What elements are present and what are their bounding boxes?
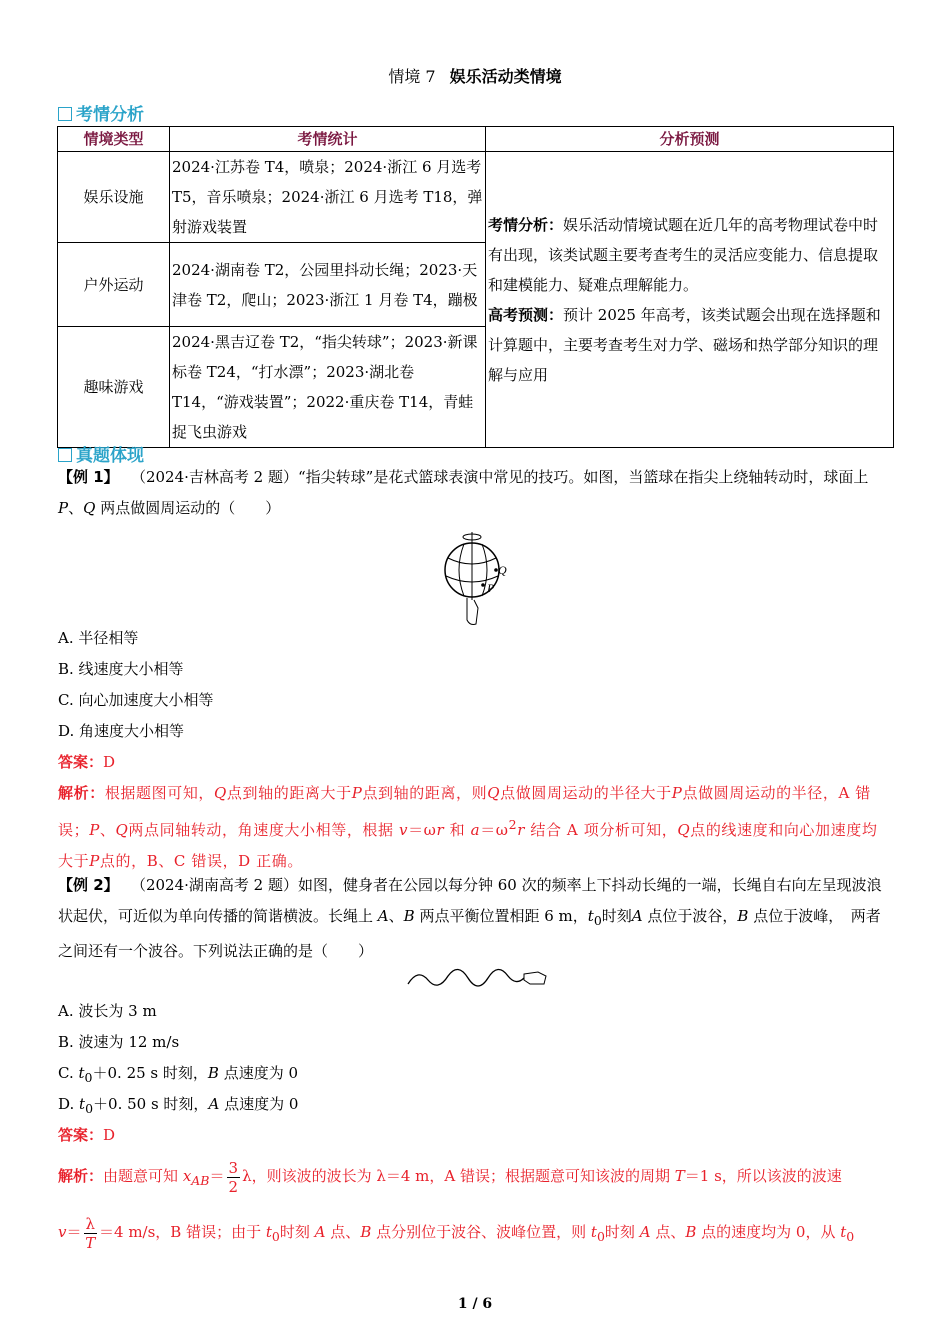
scenario-number: 情境 7 bbox=[388, 67, 436, 86]
section-heading-text: 考情分析 bbox=[76, 105, 144, 125]
example1-stem-a: “指尖转球”是花式篮球表演中常见的技巧。如图，当篮球在指尖上绕轴转动时，球面上 bbox=[297, 468, 869, 486]
explain-text: 点分别位于波谷、波峰位置，则 bbox=[376, 1223, 587, 1241]
option-c-text: ＋0. 25 s 时刻， bbox=[92, 1064, 208, 1082]
analysis-text: 娱乐活动情境试题在近几年的高考物理试卷中时有出现，该类试题主要考查考生的灵活应变能力、信息提取和建模能力、疑难点理解能力。 bbox=[488, 215, 879, 294]
finger-hand-icon bbox=[467, 598, 478, 625]
example1-source: （2024·吉林高考 2 题） bbox=[130, 468, 298, 486]
checkbox-square-icon bbox=[58, 448, 72, 462]
rope-wave-figure bbox=[406, 964, 548, 996]
example1-option-b: B. 线速度大小相等 bbox=[58, 660, 184, 678]
example2-stem-d: 点位于波谷， bbox=[647, 907, 738, 925]
explain-text: 点做圆周运动的半径大于 bbox=[500, 784, 672, 802]
row-type: 户外运动 bbox=[58, 243, 170, 327]
example1-option-c: C. 向心加速度大小相等 bbox=[58, 691, 214, 709]
example2-stem: 【例 2】 （2024·湖南高考 2 题）如图，健身者在公园以每分钟 60 次的频率上下抖动长绳的一端，长绳自右向左呈现波浪状起伏，可近似为单向传播的简谐横波。长绳上 A、B 两点平衡位置相距 6 m，$t_0$时刻A 点位于波谷，B 点位于波峰， 两者之间还有一个波谷。下列说法正确的是（ ） bbox=[58, 876, 882, 960]
table-header-row bbox=[58, 127, 894, 152]
option-c-letter: C. bbox=[58, 1064, 74, 1082]
example2-stem-c: 时刻 bbox=[601, 907, 632, 925]
example1-stem-b: 两点做圆周运动的（ ） bbox=[100, 499, 281, 517]
analysis-cell bbox=[486, 152, 894, 448]
checkbox-square-icon bbox=[58, 107, 72, 121]
header-statistics: 考情统计 bbox=[170, 127, 486, 152]
example2-label: 【例 2】 bbox=[58, 876, 112, 894]
rope-wave bbox=[408, 969, 524, 986]
point-p-label: P bbox=[487, 581, 495, 595]
example1-label: 【例 1】 bbox=[58, 468, 112, 486]
example2-option-c: C. $t_0+0$. 25 s 时刻，B 点速度为 0 bbox=[58, 1064, 299, 1085]
analysis-table bbox=[57, 126, 894, 448]
example1-option-d: D. 角速度大小相等 bbox=[58, 722, 185, 740]
row-stats: 2024·黑吉辽卷 T2，“指尖转球”；2023·新课标卷 T24，“打水漂”；2023·湖北卷 T14，“游戏装置”；2022·重庆卷 T14，青蛙捉飞虫游戏 bbox=[170, 327, 486, 448]
explain-text: 点的线速度和向心加速度均大于 bbox=[58, 821, 878, 870]
explain-text: ＝1 s，所以该波的波速 bbox=[684, 1167, 842, 1185]
explain-text: 点、 bbox=[330, 1223, 361, 1241]
example2-option-a: A. 波长为 3 m bbox=[58, 1002, 157, 1020]
explain-text: 点到轴的距离，则 bbox=[362, 784, 488, 802]
example2-stem-e: 点位于波峰， 两者之间还有一个波谷。下列说法正确的是（ ） bbox=[58, 907, 881, 960]
option-d-end: 点速度为 0 bbox=[224, 1095, 299, 1113]
explain-label: 解析： bbox=[58, 1167, 104, 1185]
section-heading-text: 真题体现 bbox=[76, 446, 144, 466]
explain-text: ，则该波的波长为 λ＝4 m，A 错误；根据题意可知该波的周期 bbox=[251, 1167, 670, 1185]
example2-source: （2024·湖南高考 2 题） bbox=[130, 876, 298, 894]
example1-explanation: 解析：根据题图可知，Q点到轴的距离大于P点到轴的距离，则Q点做圆周运动的半径大于P点做圆周运动的半径，A 错误；P、Q两点同轴转动，角速度大小相等，根据 v＝ωr 和 $a=\omega^2r$ 结合 A 项分析可知，Q点的线速度和向心加速度均大于P点的，B、C 错误，D 正确。 bbox=[58, 784, 878, 870]
option-c-end: 点速度为 0 bbox=[223, 1064, 299, 1082]
fraction-3-2: $\frac{3}{2}$ bbox=[228, 1158, 239, 1196]
example1-stem: 【例 1】 （2024·吉林高考 2 题）“指尖转球”是花式篮球表演中常见的技巧。如图，当篮球在指尖上绕轴转动时，球面上P、Q 两点做圆周运动的（ ） bbox=[58, 468, 869, 517]
basketball-spin-figure bbox=[434, 530, 514, 630]
row-stats: 2024·江苏卷 T4，喷泉；2024·浙江 6 月选考 T5，音乐喷泉；2024·浙江 6 月选考 T18，弹射游戏装置 bbox=[170, 152, 486, 243]
analysis-label: 考情分析： bbox=[488, 215, 564, 234]
point-q-label: Q bbox=[498, 563, 507, 577]
fraction-lambda-t: $\frac{\lambda}{T}$ bbox=[85, 1214, 96, 1252]
example2-answer bbox=[58, 1120, 893, 1151]
answer-label: 答案： bbox=[58, 1126, 104, 1144]
section-heading-analysis bbox=[58, 100, 144, 125]
example2-stem-a: 如图，健身者在公园以每分钟 60 次的频率上下抖动长绳的一端，长绳自右向左呈现波浪状起伏，可近似为单向传播的简谐横波。长绳上 bbox=[58, 876, 882, 925]
hand-icon bbox=[524, 972, 546, 984]
header-forecast: 分析预测 bbox=[486, 127, 894, 152]
row-type: 娱乐设施 bbox=[58, 152, 170, 243]
explain-text: 点的，B、C 错误，D 正确。 bbox=[99, 852, 303, 870]
scenario-name: 娱乐活动类情境 bbox=[449, 67, 562, 86]
page-number: 1 / 6 bbox=[457, 1296, 493, 1312]
explain-text: 根据题图可知， bbox=[104, 784, 215, 802]
explain-label: 解析： bbox=[58, 784, 105, 802]
forecast-text: 预计 2025 年高考，该类试题会出现在选择题和计算题中，主要考查考生对力学、磁场和热学部分知识的理解与应用 bbox=[488, 305, 881, 384]
explain-text: 时刻 bbox=[604, 1223, 635, 1241]
explain-text: 时刻 bbox=[279, 1223, 310, 1241]
answer-value: D bbox=[103, 1126, 116, 1144]
example1-answer bbox=[58, 747, 893, 778]
forecast-label: 高考预测： bbox=[488, 305, 564, 324]
row-stats: 2024·湖南卷 T2，公园里抖动长绳；2023·天津卷 T2，爬山；2023·浙江 1 月卷 T4，蹦极 bbox=[170, 243, 486, 327]
option-d-letter: D. bbox=[58, 1095, 75, 1113]
explain-text: 结合 A 项分析可知， bbox=[530, 821, 678, 839]
answer-label: 答案： bbox=[58, 753, 104, 771]
point-p-dot bbox=[481, 583, 485, 587]
example2-option-d: D. $t_0+0$. 50 s 时刻，A 点速度为 0 bbox=[58, 1095, 299, 1116]
example1-option-a: A. 半径相等 bbox=[58, 629, 139, 647]
explain-text: ＝4 m/s，B 错误；由于 bbox=[99, 1223, 262, 1241]
explain-text: 由题意可知 bbox=[103, 1167, 179, 1185]
explain-text: 两点同轴转动，角速度大小相等，根据 bbox=[128, 821, 394, 839]
example2-explanation-line2: v＝ $\frac{\lambda}{T}$ ＝4 m/s，B 错误；由于 $t_0$时刻 A 点、B 点分别位于波谷、波峰位置，则 $t_0$时刻 A 点、B 点的速度均为 0，从 $t_0$ bbox=[58, 1214, 855, 1252]
page-title bbox=[0, 64, 950, 87]
header-scenario-type: 情境类型 bbox=[58, 127, 170, 152]
explain-text: 点的速度均为 0，从 bbox=[701, 1223, 836, 1241]
row-type: 趣味游戏 bbox=[58, 327, 170, 448]
option-d-text: ＋0. 50 s 时刻， bbox=[93, 1095, 209, 1113]
example2-option-b: B. 波速为 12 m/s bbox=[58, 1033, 180, 1051]
example2-explanation: 解析：由题意可知 $x_{AB}=$ $\frac{3}{2}$ λ，则该波的波长为 λ＝4 m，A 错误；根据题意可知该波的周期 T＝1 s，所以该波的波速 bbox=[58, 1158, 842, 1196]
answer-value: D bbox=[103, 753, 116, 771]
explain-text: 点做圆周运动的半径，A 错误； bbox=[58, 784, 871, 839]
example2-stem-b: 两点平衡位置相距 6 m， bbox=[419, 907, 588, 925]
table-row bbox=[58, 152, 894, 243]
explain-text: 点到轴的距离大于 bbox=[226, 784, 352, 802]
